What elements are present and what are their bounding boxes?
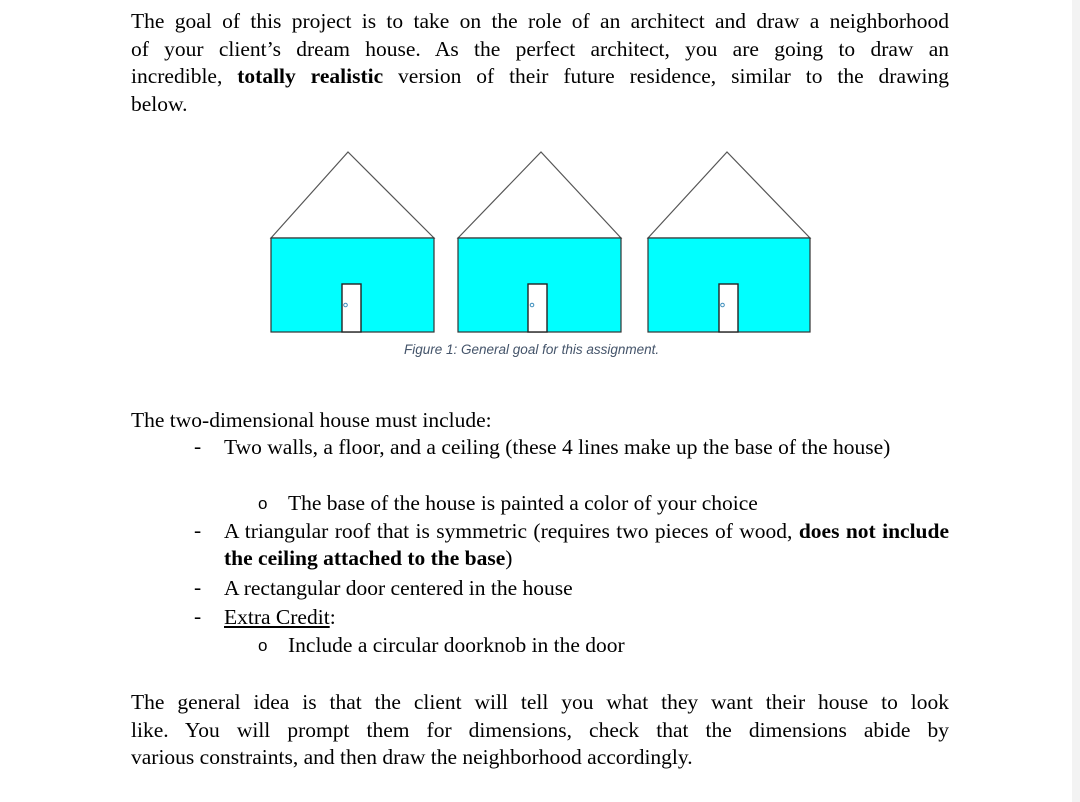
bullet-dash: -: [194, 604, 202, 628]
houses-figure: [262, 148, 822, 338]
extra-credit-colon: :: [329, 605, 336, 629]
house-2: [458, 152, 621, 332]
requirement-extra-credit: [224, 604, 949, 631]
outro-line-2: like. You will prompt them for dimensions, check that the dimensions abide by: [131, 717, 949, 742]
sub-bullet-circle: o: [258, 494, 268, 513]
extra-credit-label: Extra Credit: [224, 605, 330, 629]
house-door: [719, 284, 738, 332]
house-roof: [648, 152, 810, 238]
bullet-dash: -: [194, 518, 202, 542]
intro-line-4: below.: [131, 91, 188, 116]
bullet-dash: -: [194, 575, 202, 599]
house-roof: [271, 152, 434, 238]
roof-text: A triangular roof that is symmetric (requires two pieces of wood,: [224, 519, 799, 543]
roof-text-end: ): [505, 546, 513, 570]
outro-line-1: The general idea is that the client will tell you what they want their house to look: [131, 690, 949, 714]
intro-line-1: The goal of this project is to take on the role of an architect and draw a neighborhood: [131, 9, 949, 33]
sub-bullet-circle: o: [258, 636, 268, 655]
requirements-heading: The two-dimensional house must include:: [131, 408, 492, 432]
requirement-door: A rectangular door centered in the house: [224, 576, 573, 600]
house-roof: [458, 152, 621, 238]
outro-paragraph: [131, 689, 949, 772]
page-edge: [1072, 0, 1080, 802]
outro-line-3: various constraints, and then draw the neighborhood accordingly.: [131, 745, 693, 769]
requirement-roof: [224, 518, 949, 572]
intro-paragraph: [131, 8, 949, 118]
emphasis-totally-realistic: totally realistic: [237, 64, 384, 88]
requirement-walls: Two walls, a floor, and a ceiling (these 4 lines make up the base of the house): [224, 435, 891, 459]
requirement-walls-color: The base of the house is painted a color of your choice: [288, 491, 758, 515]
figure-caption: Figure 1: General goal for this assignment.: [404, 342, 660, 357]
house-door: [342, 284, 361, 332]
intro-text: incredible,: [131, 64, 238, 88]
intro-line-3: [131, 63, 949, 91]
house-1: [271, 152, 434, 332]
house-3: [648, 152, 810, 332]
emphasis-ceiling: does not include the ceiling attached to the base: [224, 519, 949, 570]
bullet-dash: -: [194, 434, 202, 458]
house-door: [528, 284, 547, 332]
requirement-doorknob: Include a circular doorknob in the door: [288, 633, 625, 657]
intro-line-2: of your client’s dream house. As the perfect architect, you are going to draw an: [131, 36, 949, 61]
intro-text: version of their future residence, similar to the drawing: [383, 64, 949, 88]
